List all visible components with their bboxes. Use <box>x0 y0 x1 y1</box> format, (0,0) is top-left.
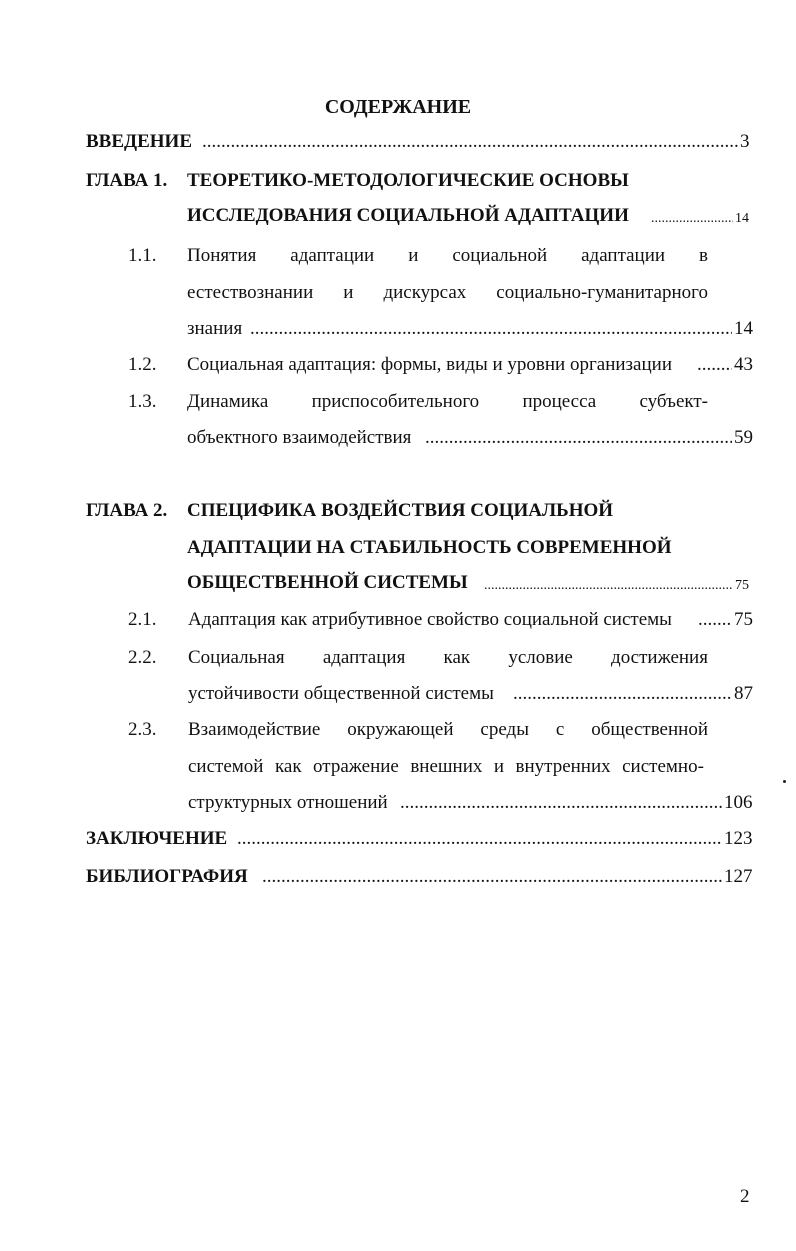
section-page: 87 <box>734 683 753 704</box>
toc-leader <box>202 131 739 153</box>
section-word: среды <box>480 719 529 740</box>
section-page: 43 <box>734 354 753 375</box>
section-word: субъект- <box>639 391 708 412</box>
section-title-line <box>188 719 708 741</box>
section-word: социальной <box>452 245 548 266</box>
toc-leader <box>400 792 722 814</box>
section-title-line <box>188 647 708 669</box>
section-word: общественной <box>591 719 708 740</box>
chapter1-title-line2: ИССЛЕДОВАНИЯ СОЦИАЛЬНОЙ АДАПТАЦИИ <box>187 205 629 226</box>
section-title-last: Адаптация как атрибутивное свойство социальной системы <box>188 609 672 630</box>
section-word: как <box>443 647 471 668</box>
section-word: как <box>274 756 302 777</box>
toc-conclusion-label: ЗАКЛЮЧЕНИЕ <box>86 828 228 849</box>
section-word: и <box>493 756 505 777</box>
section-word: процесса <box>522 391 597 412</box>
section-title-last: знания <box>187 318 243 339</box>
toc-conclusion-page: 123 <box>724 828 753 849</box>
toc-leader <box>513 683 732 705</box>
section-word: системно- <box>622 756 704 777</box>
section-page: 14 <box>734 318 753 339</box>
toc-leader <box>484 578 733 594</box>
section-title-last: структурных отношений <box>188 792 388 813</box>
toc-leader <box>262 866 722 888</box>
section-word: в <box>699 245 708 266</box>
toc-leader <box>425 427 732 449</box>
section-page: 59 <box>734 427 753 448</box>
section-word: отражение <box>313 756 399 777</box>
section-word: естествознании <box>187 282 314 303</box>
section-number: 1.3. <box>128 391 157 412</box>
section-word: системой <box>188 756 264 777</box>
section-word: дискурсах <box>383 282 467 303</box>
section-title-last: устойчивости общественной системы <box>188 683 494 704</box>
chapter2-label: ГЛАВА 2. <box>86 500 168 521</box>
chapter2-title-line1: СПЕЦИФИКА ВОЗДЕЙСТВИЯ СОЦИАЛЬНОЙ <box>187 500 614 521</box>
toc-leader <box>237 828 722 850</box>
section-word: и <box>408 245 419 266</box>
toc-intro-label: ВВЕДЕНИЕ <box>86 131 192 152</box>
chapter1-page: 14 <box>735 211 749 226</box>
section-number: 1.2. <box>128 354 157 375</box>
section-word: адаптация <box>322 647 406 668</box>
chapter1-label: ГЛАВА 1. <box>86 170 168 191</box>
page-title: СОДЕРЖАНИЕ <box>324 96 472 118</box>
section-word: адаптации <box>581 245 666 266</box>
section-word: Динамика <box>187 391 269 412</box>
chapter2-page: 75 <box>735 578 749 593</box>
toc-intro-page: 3 <box>740 131 750 152</box>
section-word: окружающей <box>347 719 454 740</box>
section-page: 75 <box>734 609 753 630</box>
section-number: 1.1. <box>128 245 157 266</box>
section-word: с <box>555 719 565 740</box>
section-word: адаптации <box>290 245 375 266</box>
section-word: Взаимодействие <box>188 719 321 740</box>
section-word: достижения <box>611 647 708 668</box>
section-title-line <box>187 391 708 413</box>
section-word: внутренних <box>515 756 611 777</box>
toc-bibliography-label: БИБЛИОГРАФИЯ <box>86 866 248 887</box>
section-word: приспособительного <box>311 391 480 412</box>
toc-bibliography-page: 127 <box>724 866 753 887</box>
toc-leader <box>698 609 732 631</box>
chapter2-title-line2: АДАПТАЦИИ НА СТАБИЛЬНОСТЬ СОВРЕМЕННОЙ <box>187 537 672 558</box>
section-title-last: Социальная адаптация: формы, виды и уровни организации <box>187 354 672 375</box>
section-number: 2.2. <box>128 647 157 668</box>
section-page: 106 <box>724 792 753 813</box>
chapter2-title-line3: ОБЩЕСТВЕННОЙ СИСТЕМЫ <box>187 572 468 593</box>
section-word: условие <box>508 647 573 668</box>
section-title-line <box>187 282 708 304</box>
section-number: 2.1. <box>128 609 157 630</box>
section-title-line <box>187 245 708 267</box>
section-word: социально-гуманитарного <box>496 282 708 303</box>
section-title-last: объектного взаимодействия <box>187 427 412 448</box>
section-title-line <box>188 756 704 778</box>
page-number: 2 <box>740 1186 750 1207</box>
section-word: Понятия <box>187 245 257 266</box>
section-word: и <box>343 282 354 303</box>
section-word: Социальная <box>188 647 285 668</box>
toc-leader <box>250 318 732 340</box>
toc-leader <box>651 211 733 227</box>
scan-speck <box>783 780 786 783</box>
toc-leader <box>697 354 732 376</box>
section-number: 2.3. <box>128 719 157 740</box>
chapter1-title-line1: ТЕОРЕТИКО-МЕТОДОЛОГИЧЕСКИЕ ОСНОВЫ <box>187 170 629 191</box>
section-word: внешних <box>410 756 483 777</box>
